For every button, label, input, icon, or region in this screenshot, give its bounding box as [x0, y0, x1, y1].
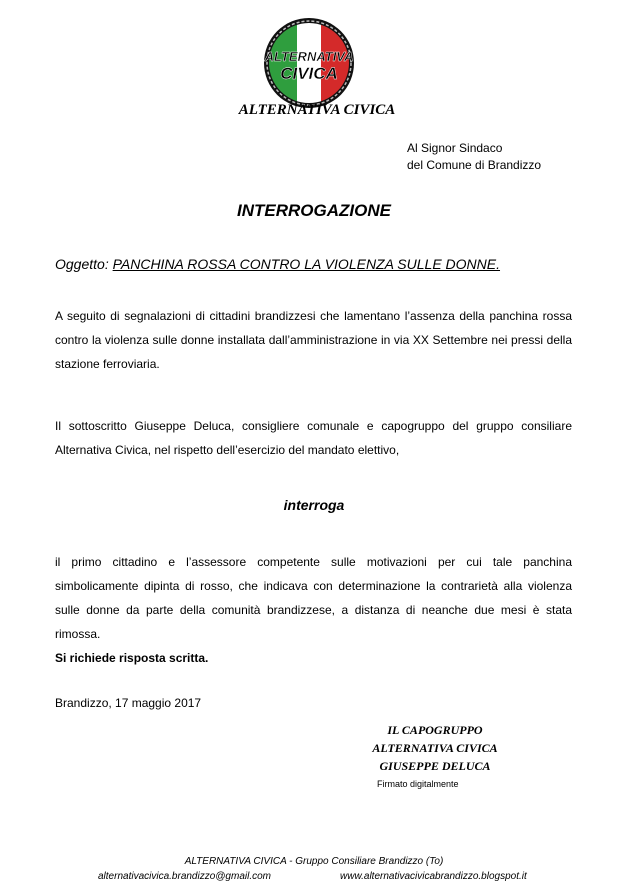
paragraph-1: A seguito di segnalazioni di cittadini brandizzesi che lamentano l’assenza della panchina rossa contro la violenza sulle donne installata dall’amministrazione in via XX Settembre nei pressi della stazione ferroviaria.	[55, 309, 572, 371]
digital-signature-note: Firmato digitalmente	[377, 779, 459, 789]
signature-group: ALTERNATIVA CIVICA	[372, 741, 498, 755]
footer-website: www.alternativacivicabrandizzo.blogspot.it	[340, 871, 527, 882]
party-logo-graphic	[263, 17, 355, 109]
logo-text-line1: ALTERNATIVA	[264, 49, 354, 64]
subject-value: PANCHINA ROSSA CONTRO LA VIOLENZA SULLE DONNE.	[112, 256, 501, 272]
recipient-block	[407, 140, 541, 174]
written-reply-request: Si richiede risposta scritta.	[55, 651, 209, 665]
org-name-heading	[0, 101, 628, 119]
signature-name: GIUSEPPE DELUCA	[379, 759, 491, 773]
paragraph-3: il primo cittadino e l’assessore competente sulle motivazioni per cui tale panchina simbolicamente dipinta di rosso, che indicava con determinazione la contrarietà alla violenza sulle donne da parte della comunità brandizzese, a distanza di neanche due mesi è stata rimossa.	[55, 555, 572, 641]
place-date: Brandizzo, 17 maggio 2017	[55, 696, 202, 710]
recipient-line1: Al Signor Sindaco	[407, 141, 503, 155]
footer-group: ALTERNATIVA CIVICA - Gruppo Consiliare Brandizzo (To)	[184, 856, 444, 867]
logo-text-line2: CIVICA	[280, 64, 338, 83]
subject-label: Oggetto:	[55, 256, 109, 272]
signature-role: IL CAPOGRUPPO	[387, 723, 483, 737]
verb-heading: interroga	[283, 497, 345, 513]
subject-line	[55, 256, 500, 272]
org-name-text: ALTERNATIVA CIVICA	[238, 102, 396, 118]
paragraph-2: Il sottoscritto Giuseppe Deluca, consigliere comunale e capogruppo del gruppo consiliare Alternativa Civica, nel rispetto dell’esercizio del mandato elettivo,	[55, 419, 572, 457]
signature-block	[330, 721, 540, 775]
party-logo	[263, 17, 355, 109]
recipient-line2: del Comune di Brandizzo	[407, 158, 542, 172]
document-title: INTERROGAZIONE	[237, 201, 391, 220]
footer-email: alternativacivica.brandizzo@gmail.com	[98, 871, 271, 882]
